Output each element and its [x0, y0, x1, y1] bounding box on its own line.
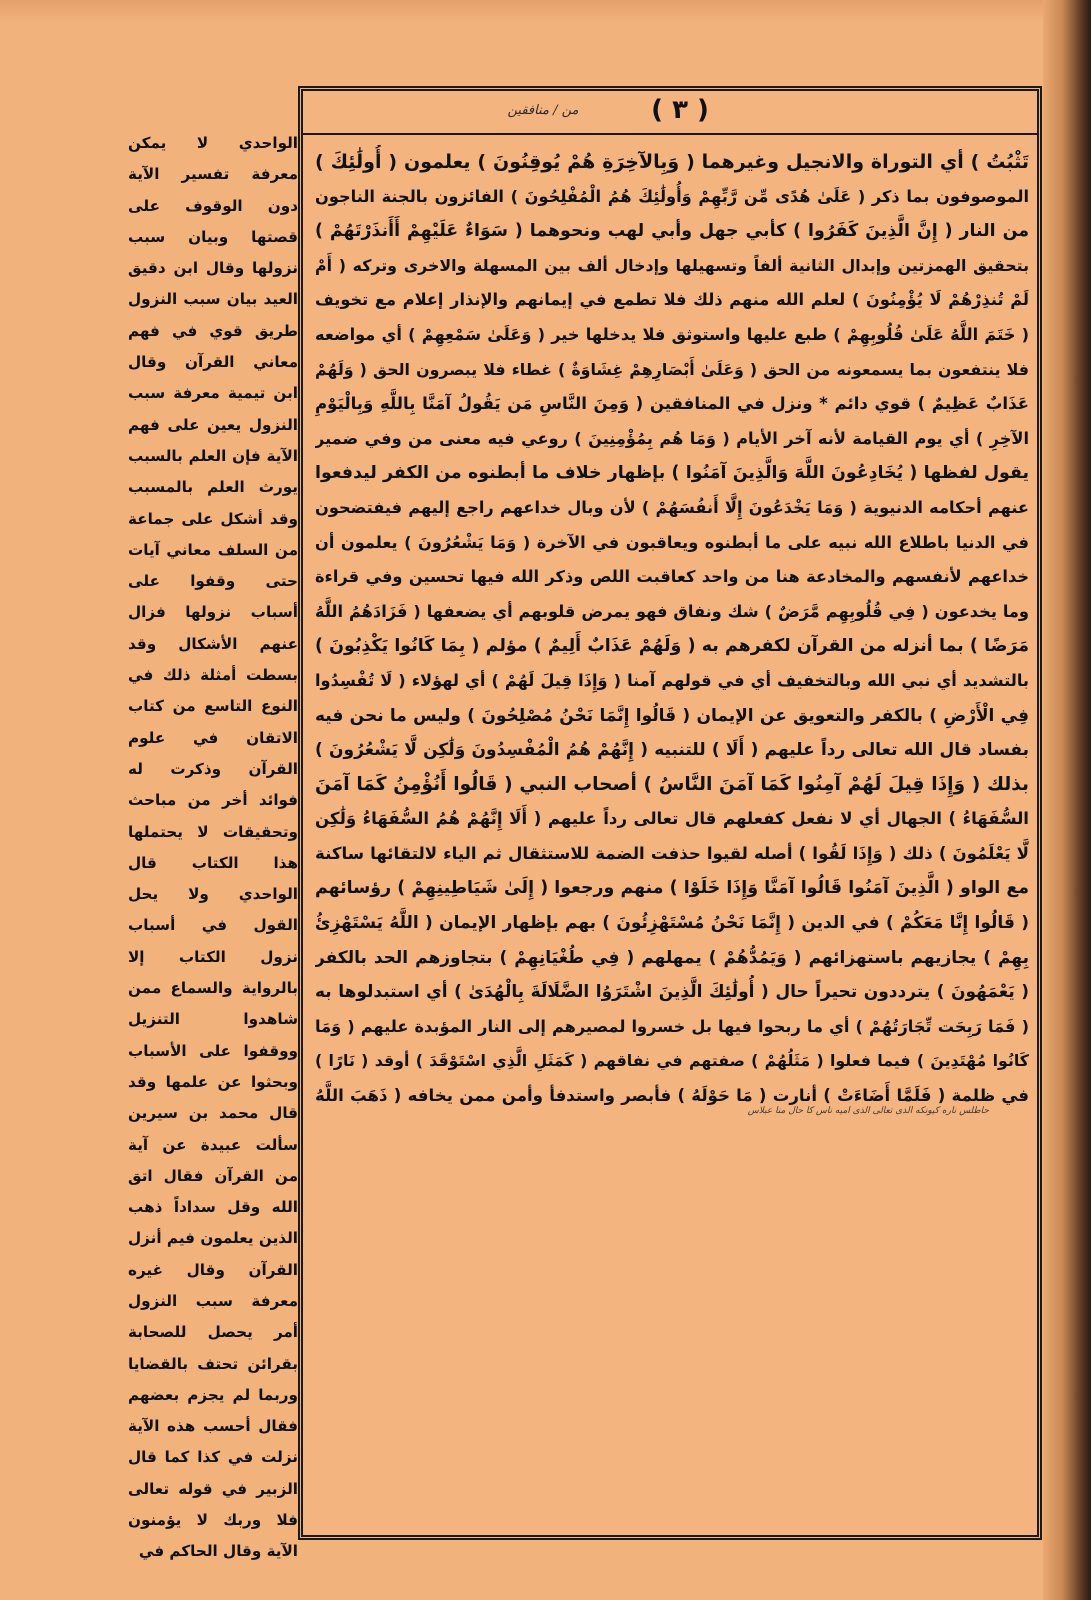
text-line: وما يخدعون ( فِي قُلُوبِهِم مَّرَضٌ ) شك ونفاق فهو يمرض قلوبهم أي يضعفها ( فَزَادَهُمُ اللَّهُ [315, 601, 1029, 621]
scan-top-edge [0, 0, 1091, 22]
main-text-frame [298, 86, 1042, 1540]
text-line: لَّا يَعْلَمُونَ ) ذلك ( وَإِذَا لَقُوا ) أصله لقيوا حذفت الضمة للاستثقال ثم الياء لالتقائها ساكنة [315, 843, 1029, 863]
tafsir-body [315, 145, 1029, 1525]
page-header [303, 91, 1037, 135]
text-line: ( خَتَمَ اللَّهُ عَلَىٰ قُلُوبِهِمْ ) طبع عليها واستوثق فلا يدخلها خير ( وَعَلَىٰ سَمْعِهِمْ ) أي مواضعه [315, 324, 1029, 344]
text-line: خداعهم لأنفسهم والمخادعة هنا من واحد كعاقبت اللص وذكر الله فيها تحسين وفي قراءة [315, 567, 1029, 587]
text-line: الموصوفون بما ذكر ( عَلَىٰ هُدًى مِّن رَّبِّهِمْ وَأُولَٰئِكَ هُمُ الْمُفْلِحُونَ ) الفائزون بالجنة الناجون [315, 186, 1029, 206]
text-line: بفساد قال الله تعالى رداً عليهم ( أَلَا ) للتنبيه ( إِنَّهُمْ هُمُ الْمُفْسِدُونَ وَلَٰكِن لَّا يَشْعُرُونَ ) [315, 740, 1029, 761]
text-line: بِهِمْ ) يجازيهم باستهزائهم ( وَيَمُدُّهُمْ ) يمهلهم ( فِي طُغْيَانِهِمْ ) بتجاوزهم الحد بالكفر [315, 947, 1029, 968]
text-line: في ظلمة ( فَلَمَّا أَضَاءَتْ ) أنارت ( مَا حَوْلَهُ ) فأبصر واستدفأ وأمن ممن يخافه ( ذَهَبَ اللَّهُ [315, 1086, 1029, 1106]
text-line: كَانُوا مُهْتَدِينَ ) فيما فعلوا ( مَثَلُهُمْ ) صفتهم في نفاقهم ( كَمَثَلِ الَّذِي اسْتَوْقَدَ ) أوقد ( نَارًا ) [315, 1051, 1029, 1071]
text-line: السُّفَهَاءُ ) الجهال أي لا نفعل كفعلهم قال تعالى رداً عليهم ( أَلَا إِنَّهُمْ هُمُ السُّفَهَاءُ وَلَٰكِن [315, 809, 1029, 829]
text-line: ( فَمَا رَبِحَت تِّجَارَتُهُمْ ) أي ما ربحوا فيها بل خسروا لمصيرهم إلى النار المؤبدة عليهم ( وَمَا [315, 1016, 1029, 1036]
text-line: بذلك ( وَإِذَا قِيلَ لَهُمْ آمِنُوا كَمَا آمَنَ النَّاسُ ) أصحاب النبي ( قَالُوا أَنُؤْمِنُ كَمَا آمَنَ [315, 773, 1029, 795]
text-line: الآخِرِ ) أي يوم القيامة لأنه آخر الأيام ( وَمَا هُم بِمُؤْمِنِينَ ) روعي فيه معنى من وفي ضمير [315, 428, 1029, 448]
margin-commentary: الواحدي لا يمكن معرفة تفسير الآية دون الوقوف على قصتها وبيان سبب نزولها وقال ابن دقيق العيد بيان سبب النزول طريق قوي في فهم معاني القرآن وقال ابن تيمية معرفة سبب النزول يعين على فهم الآية فإن العلم بالسبب يورث العلم بالمسبب وقد أشكل على جماعة من السلف معاني آيات حتى وقفوا على أسباب نزولها فزال عنهم الأشكال وقد بسطت أمثلة ذلك في النوع التاسع من كتاب الاتقان في علوم القرآن وذكرت له فوائد أخر من مباحث وتحقيقات لا يحتملها هذا الكتاب قال الواحدي ولا يحل القول في أسباب نزول الكتاب إلا بالرواية والسماع ممن شاهدوا التنزيل ووقفوا على الأسباب وبحثوا عن علمها وقد قال محمد بن سيرين سألت عبيدة عن آية من القرآن فقال اتق الله وقل سداداً ذهب الذين يعلمون فيم أنزل القرآن وقال غيره معرفة سبب النزول أمر يحصل للصحابة بقرائن تحتف بالقضايا وربما لم يجزم بعضهم فقال أحسب هذه الآية نزلت في كذا كما قال الزبير في قوله تعالى فلا وربك لا يؤمنون الآية وقال الحاكم في [128, 134, 298, 1561]
text-line: من النار ( إِنَّ الَّذِينَ كَفَرُوا ) كأبي جهل وأبي لهب ونحوهما ( سَوَاءٌ عَلَيْهِمْ أَأَنذَرْتَهُمْ ) [315, 221, 1029, 242]
text-line: فِي الْأَرْضِ ) بالكفر والتعويق عن الإيمان ( قَالُوا إِنَّمَا نَحْنُ مُصْلِحُونَ ) وليس ما نحن فيه [315, 705, 1029, 726]
text-line: بتحقيق الهمزتين وإبدال الثانية ألفاً وتسهيلها وإدخال ألف بين المسهلة والاخرى وتركه ( أَمْ [315, 255, 1029, 275]
text-line: ( يَعْمَهُونَ ) يترددون تحيراً حال ( أُولَٰئِكَ الَّذِينَ اشْتَرَوُا الضَّلَالَةَ بِالْهُدَىٰ ) أي استبدلوها به [315, 982, 1029, 1003]
text-line: يقول لفظها ( يُخَادِعُونَ اللَّهَ وَالَّذِينَ آمَنُوا ) بإظهار خلاف ما أبطنوه من الكفر ليدفعوا [315, 463, 1029, 484]
text-line: في الدنيا باطلاع الله نبيه على ما أبطنوه ويعاقبون في الآخرة ( وَمَا يَشْعُرُونَ ) يعلمون أن [315, 532, 1029, 552]
text-line: عَذَابٌ عَظِيمٌ ) قوي دائم * ونزل في المنافقين ( وَمِنَ النَّاسِ مَن يَقُولُ آمَنَّا بِاللَّهِ وَبِالْيَوْمِ [315, 394, 1029, 414]
book-spine-shadow [1043, 0, 1091, 1600]
text-line: مَرَضًا ) بما أنزله من القرآن لكفرهم به ( وَلَهُمْ عَذَابٌ أَلِيمٌ ) مؤلم ( بِمَا كَانُوا يَكْذِبُونَ ) [315, 636, 1029, 657]
header-handwritten-note: من / منافقين [507, 103, 579, 118]
text-line: مع الواو ( الَّذِينَ آمَنُوا قَالُوا آمَنَّا وَإِذَا خَلَوْا ) منهم ورجعوا ( إِلَىٰ شَيَاطِينِهِمْ ) رؤسائهم [315, 878, 1029, 899]
page-number: ( ٣ ) [651, 95, 709, 125]
text-line: لَمْ تُنذِرْهُمْ لَا يُؤْمِنُونَ ) لعلم الله منهم ذلك فلا تطمع في إيمانهم والإنذار إعلام مع تخويف [315, 290, 1029, 310]
text-line: عنهم أحكامه الدنيوية ( وَمَا يَخْدَعُونَ إِلَّا أَنفُسَهُمْ ) لأن وبال خداعهم راجع إليهم فيفتضحون [315, 497, 1029, 517]
text-line: تَثْبُتُ ) أي التوراة والانجيل وغيرهما ( وَبِالآخِرَةِ هُمْ يُوقِنُونَ ) يعلمون ( أُولَٰئِكَ ) [315, 151, 1029, 173]
text-line: ( قَالُوا إِنَّا مَعَكُمْ ) في الدين ( إِنَّمَا نَحْنُ مُسْتَهْزِئُونَ ) بهم بإظهار الإيمان ( اللَّهُ يَسْتَهْزِئُ [315, 913, 1029, 934]
text-line: بالتشديد أي نبي الله وبالتخفيف أي في قولهم آمنا ( وَإِذَا قِيلَ لَهُمْ ) أي لهؤلاء ( لَا تُفْسِدُوا [315, 670, 1029, 690]
text-line: فلا ينتفعون بما يسمعونه من الحق ( وَعَلَىٰ أَبْصَارِهِمْ غِشَاوَةٌ ) غطاء فلا يبصرون الحق ( وَلَهُمْ [315, 359, 1029, 379]
bottom-handwritten-gloss: حاطلس ناره كيونكه الذى تعالى الذى اميه ناس كا حال منا عبلاس [747, 1105, 989, 1116]
